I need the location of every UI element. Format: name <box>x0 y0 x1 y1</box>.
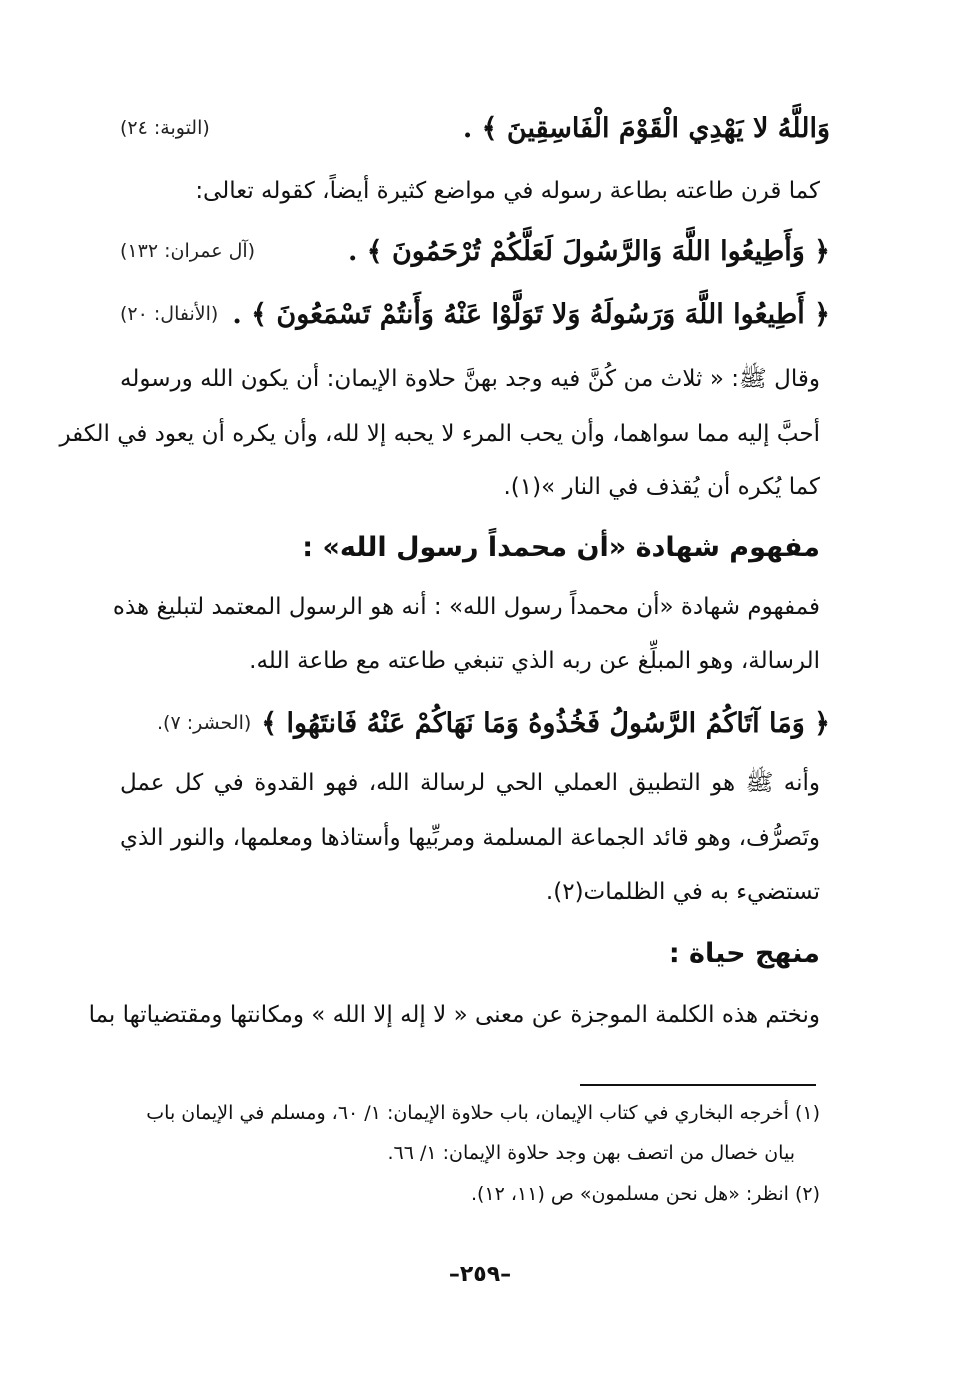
footnote-divider <box>580 1084 816 1086</box>
footnote-line: (١) أخرجه البخاري في كتاب الإيمان، باب حلاوة الإيمان: ١/ ٦٠، ومسلم في الإيمان باب <box>146 1102 820 1124</box>
verse-row-1 <box>120 108 830 148</box>
verse-reference: (الحشر: ٧). <box>157 712 252 734</box>
footnote-line: (٢) انظر: «هل نحن مسلمون» ص (١١، ١٢). <box>470 1183 820 1205</box>
page-number: –٢٥٩– <box>448 1262 512 1287</box>
paragraph-line: الرسالة، وهو المبلِّغ عن ربه الذي تنبغي طاعته مع طاعة الله. <box>249 648 820 674</box>
paragraph-line: وتَصرُّف، وهو قائد الجماعة المسلمة ومربِّيها وأستاذها ومعلمها، والنور الذي <box>120 825 820 851</box>
paragraph-line: وأنه ﷺ هو التطبيق العملي الحي لرسالة الله، فهو القدوة في كل عمل <box>120 770 820 796</box>
quran-verse: ﴿ وَأَطِيعُوا اللَّهَ وَالرَّسُولَ لَعَلَّكُمْ تُرْحَمُونَ ﴾ . <box>347 235 830 267</box>
paragraph-line: فمفهوم شهادة «أن محمداً رسول الله» : أنه هو الرسول المعتمد لتبليغ هذه <box>112 594 820 620</box>
paragraph-line: ونختم هذه الكلمة الموجزة عن معنى « لا إله إلا الله » ومكانتها ومقتضياتها بما <box>88 1002 820 1028</box>
paragraph-line: تستضيء به في الظلمات(٢). <box>545 879 820 905</box>
verse-reference: (التوبة: ٢٤) <box>120 117 210 139</box>
paragraph-line: كما قرن طاعته بطاعة رسوله في مواضع كثيرة أيضاً، كقوله تعالى: <box>195 178 820 204</box>
footnote-line: بيان خصال من اتصف بهن وجد حلاوة الإيمان: ١/ ٦٦. <box>387 1142 795 1164</box>
hadith-line: أحبَّ إليه مما سواهما، وأن يحب المرء لا يحبه إلا لله، وأن يكره أن يعود في الكفر <box>59 421 820 447</box>
verse-reference: (الأنفال: ٢٠) <box>120 303 219 325</box>
quran-verse: ﴿ أَطِيعُوا اللَّهَ وَرَسُولَهُ وَلا تَوَلَّوْا عَنْهُ وَأَنتُمْ تَسْمَعُونَ ﴾ . <box>232 298 830 330</box>
hadith-line: كما يُكره أن يُقذف في النار »(١). <box>503 474 820 500</box>
section-heading: مفهوم شهادة «أن محمداً رسول الله» : <box>302 532 820 563</box>
verse-row-3 <box>120 294 830 334</box>
verse-reference: (آل عمران: ١٣٢) <box>120 240 256 262</box>
verse-row-4 <box>120 703 830 743</box>
quran-verse: ﴿ وَمَا آتَاكُمُ الرَّسُولُ فَخُذُوهُ وَمَا نَهَاكُمْ عَنْهُ فَانتَهُوا ﴾ <box>261 707 830 739</box>
section-heading: منهج حياة : <box>668 938 820 969</box>
quran-verse: وَاللَّهُ لا يَهْدِي الْقَوْمَ الْفَاسِقِينَ ﴾ . <box>462 112 830 144</box>
hadith-line: وقال ﷺ: « ثلاث من كُنَّ فيه وجد بهنَّ حلاوة الإيمان: أن يكون الله ورسوله <box>120 366 820 392</box>
verse-row-2 <box>120 231 830 271</box>
